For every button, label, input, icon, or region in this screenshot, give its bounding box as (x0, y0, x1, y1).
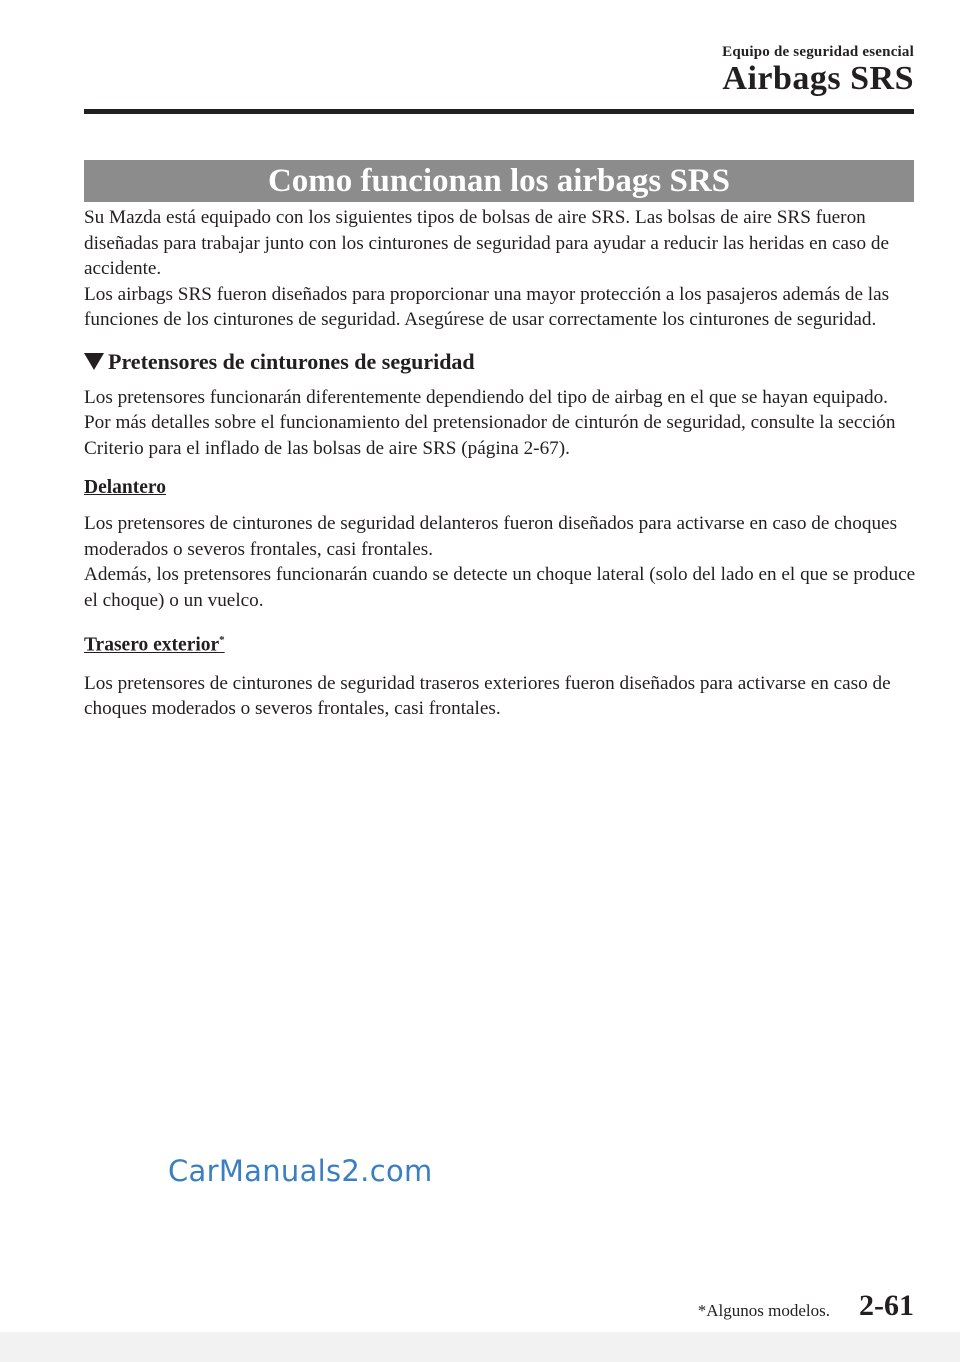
bottom-bar (0, 1332, 960, 1362)
footnote-asterisk: * (219, 634, 225, 646)
watermark-text: CarManuals2.com (168, 1154, 433, 1188)
chapter-label: Equipo de seguridad esencial (722, 44, 914, 60)
section-title-banner: Como funcionan los airbags SRS (84, 160, 914, 202)
page-content (84, 205, 916, 722)
intro-paragraph-1: Su Mazda está equipado con los siguientes tipos de bolsas de aire SRS. Las bolsas de aire SRS fueron diseñadas para trabajar junto con los cinturones de seguridad para ayudar a reducir las heridas en caso de accidente. (84, 207, 890, 279)
intro-paragraph-2: Los airbags SRS fueron diseñados para proporcionar una mayor protección a los pasajeros además de las funciones de los cinturones de seguridad. Asegúrese de usar correctamente los cinturones de seguridad. (84, 283, 890, 330)
pretensioners-paragraph: Los pretensores funcionarán diferentemente dependiendo del tipo de airbag en el que se hayan equipado. Por más detalles sobre el funcionamiento del pretensionador de cinturón de seguridad, consulte la sección Criterio para el inflado de las bolsas de aire SRS (página 2-67). (84, 386, 896, 459)
header-rule (84, 109, 914, 114)
rear-heading-text: Trasero exterior (84, 634, 220, 656)
triangle-down-icon (84, 353, 104, 370)
front-paragraph-2: Además, los pretensores funcionarán cuando se detecte un choque lateral (solo del lado en el que se produce el choque) o un vuelco. (84, 564, 916, 611)
front-paragraph-1: Los pretensores de cinturones de seguridad delanteros fueron diseñados para activarse en caso de choques moderados o severos frontales, casi frontales. (84, 513, 898, 560)
footnote: *Algunos modelos. (697, 1301, 830, 1320)
rear-heading (84, 627, 916, 659)
pretensioners-heading-text: Pretensores de cinturones de seguridad (108, 348, 475, 374)
page-header-title: Airbags SRS (722, 60, 914, 97)
pretensioners-heading (84, 349, 916, 375)
front-heading: Delantero (84, 477, 166, 498)
page-number: 2-61 (859, 1289, 914, 1322)
rear-paragraph: Los pretensores de cinturones de seguridad traseros exteriores fueron diseñados para activarse en caso de choques moderados o severos frontales, casi frontales. (84, 672, 891, 719)
